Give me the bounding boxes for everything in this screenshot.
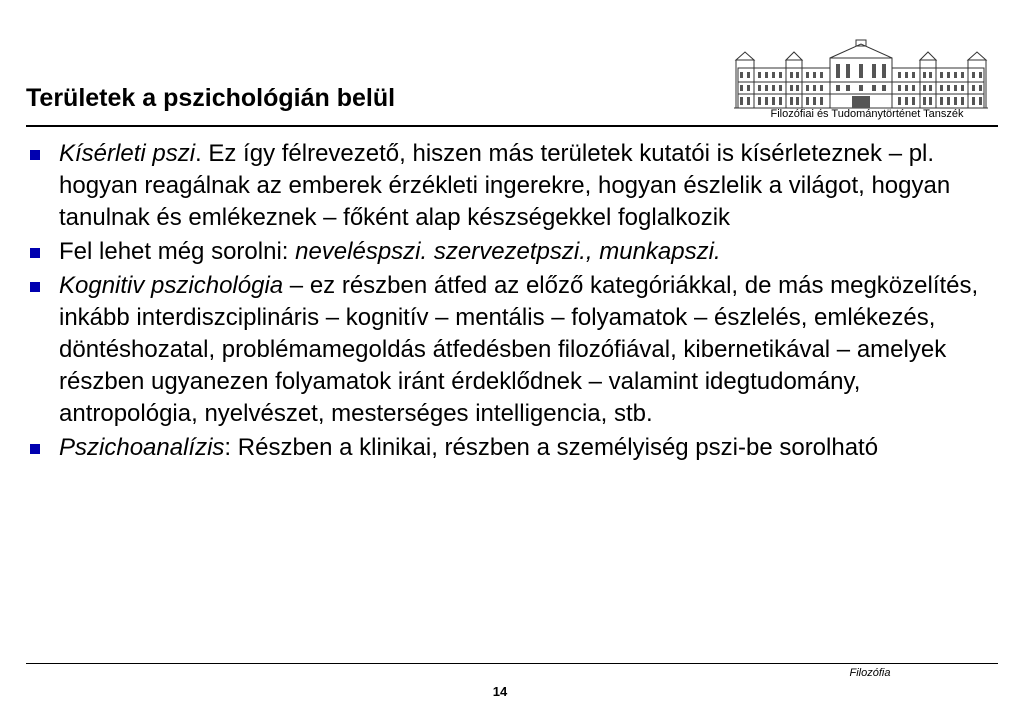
building-icon (732, 38, 990, 110)
bullet-lead: Pszichoanalízis (59, 434, 225, 461)
header-divider (26, 125, 998, 127)
footer-label: Filozófia (849, 667, 891, 679)
department-label: Filozófiai és Tudománytörténet Tanszék (770, 108, 964, 120)
bullet-text: . Ez így félrevezető, hiszen más területek kutatói is kísérleteznek – pl. hogyan reagálnak az emberek érzékleti ingerekre, hogyan észlelik a világot, hogyan tanulnak és emlékeznek – főként alap készségekkel foglalkozik (59, 140, 951, 231)
bullet-text: Fel lehet még sorolni: (59, 238, 296, 265)
list-item (30, 138, 1005, 234)
slide-title: Területek a pszichológián belül (26, 84, 396, 112)
bullet-list (30, 138, 1005, 466)
bullet-square-icon (30, 248, 40, 258)
bullet-square-icon (30, 150, 40, 160)
list-item (30, 270, 1005, 430)
bullet-text: – ez részben átfed az előző kategóriákkal, de más megközelítés, inkább interdiszciplináris – kognitív – mentális – folyamatok – észlelés, emlékezés, döntéshozatal, problémamegoldás átfedésben filozófiával, kibernetikával – amelyek részben ugyanezen folyamatok iránt érdeklődnek – valamint idegtudomány, antropológia, nyelvészet, mesterséges intelligencia, stb. (59, 272, 979, 427)
list-item (30, 432, 1005, 464)
bullet-text: : Részben a klinikai, részben a személyiség pszi-be sorolható (224, 434, 879, 461)
bullet-square-icon (30, 282, 40, 292)
list-item (30, 236, 1005, 268)
bullet-lead: Kísérleti pszi (59, 140, 196, 167)
page-number: 14 (492, 684, 508, 699)
footer-divider (26, 663, 998, 664)
bullet-square-icon (30, 444, 40, 454)
bullet-italic: neveléspszi. szervezetpszi., munkapszi. (295, 238, 721, 265)
bullet-lead: Kognitiv pszichológia (59, 272, 284, 299)
